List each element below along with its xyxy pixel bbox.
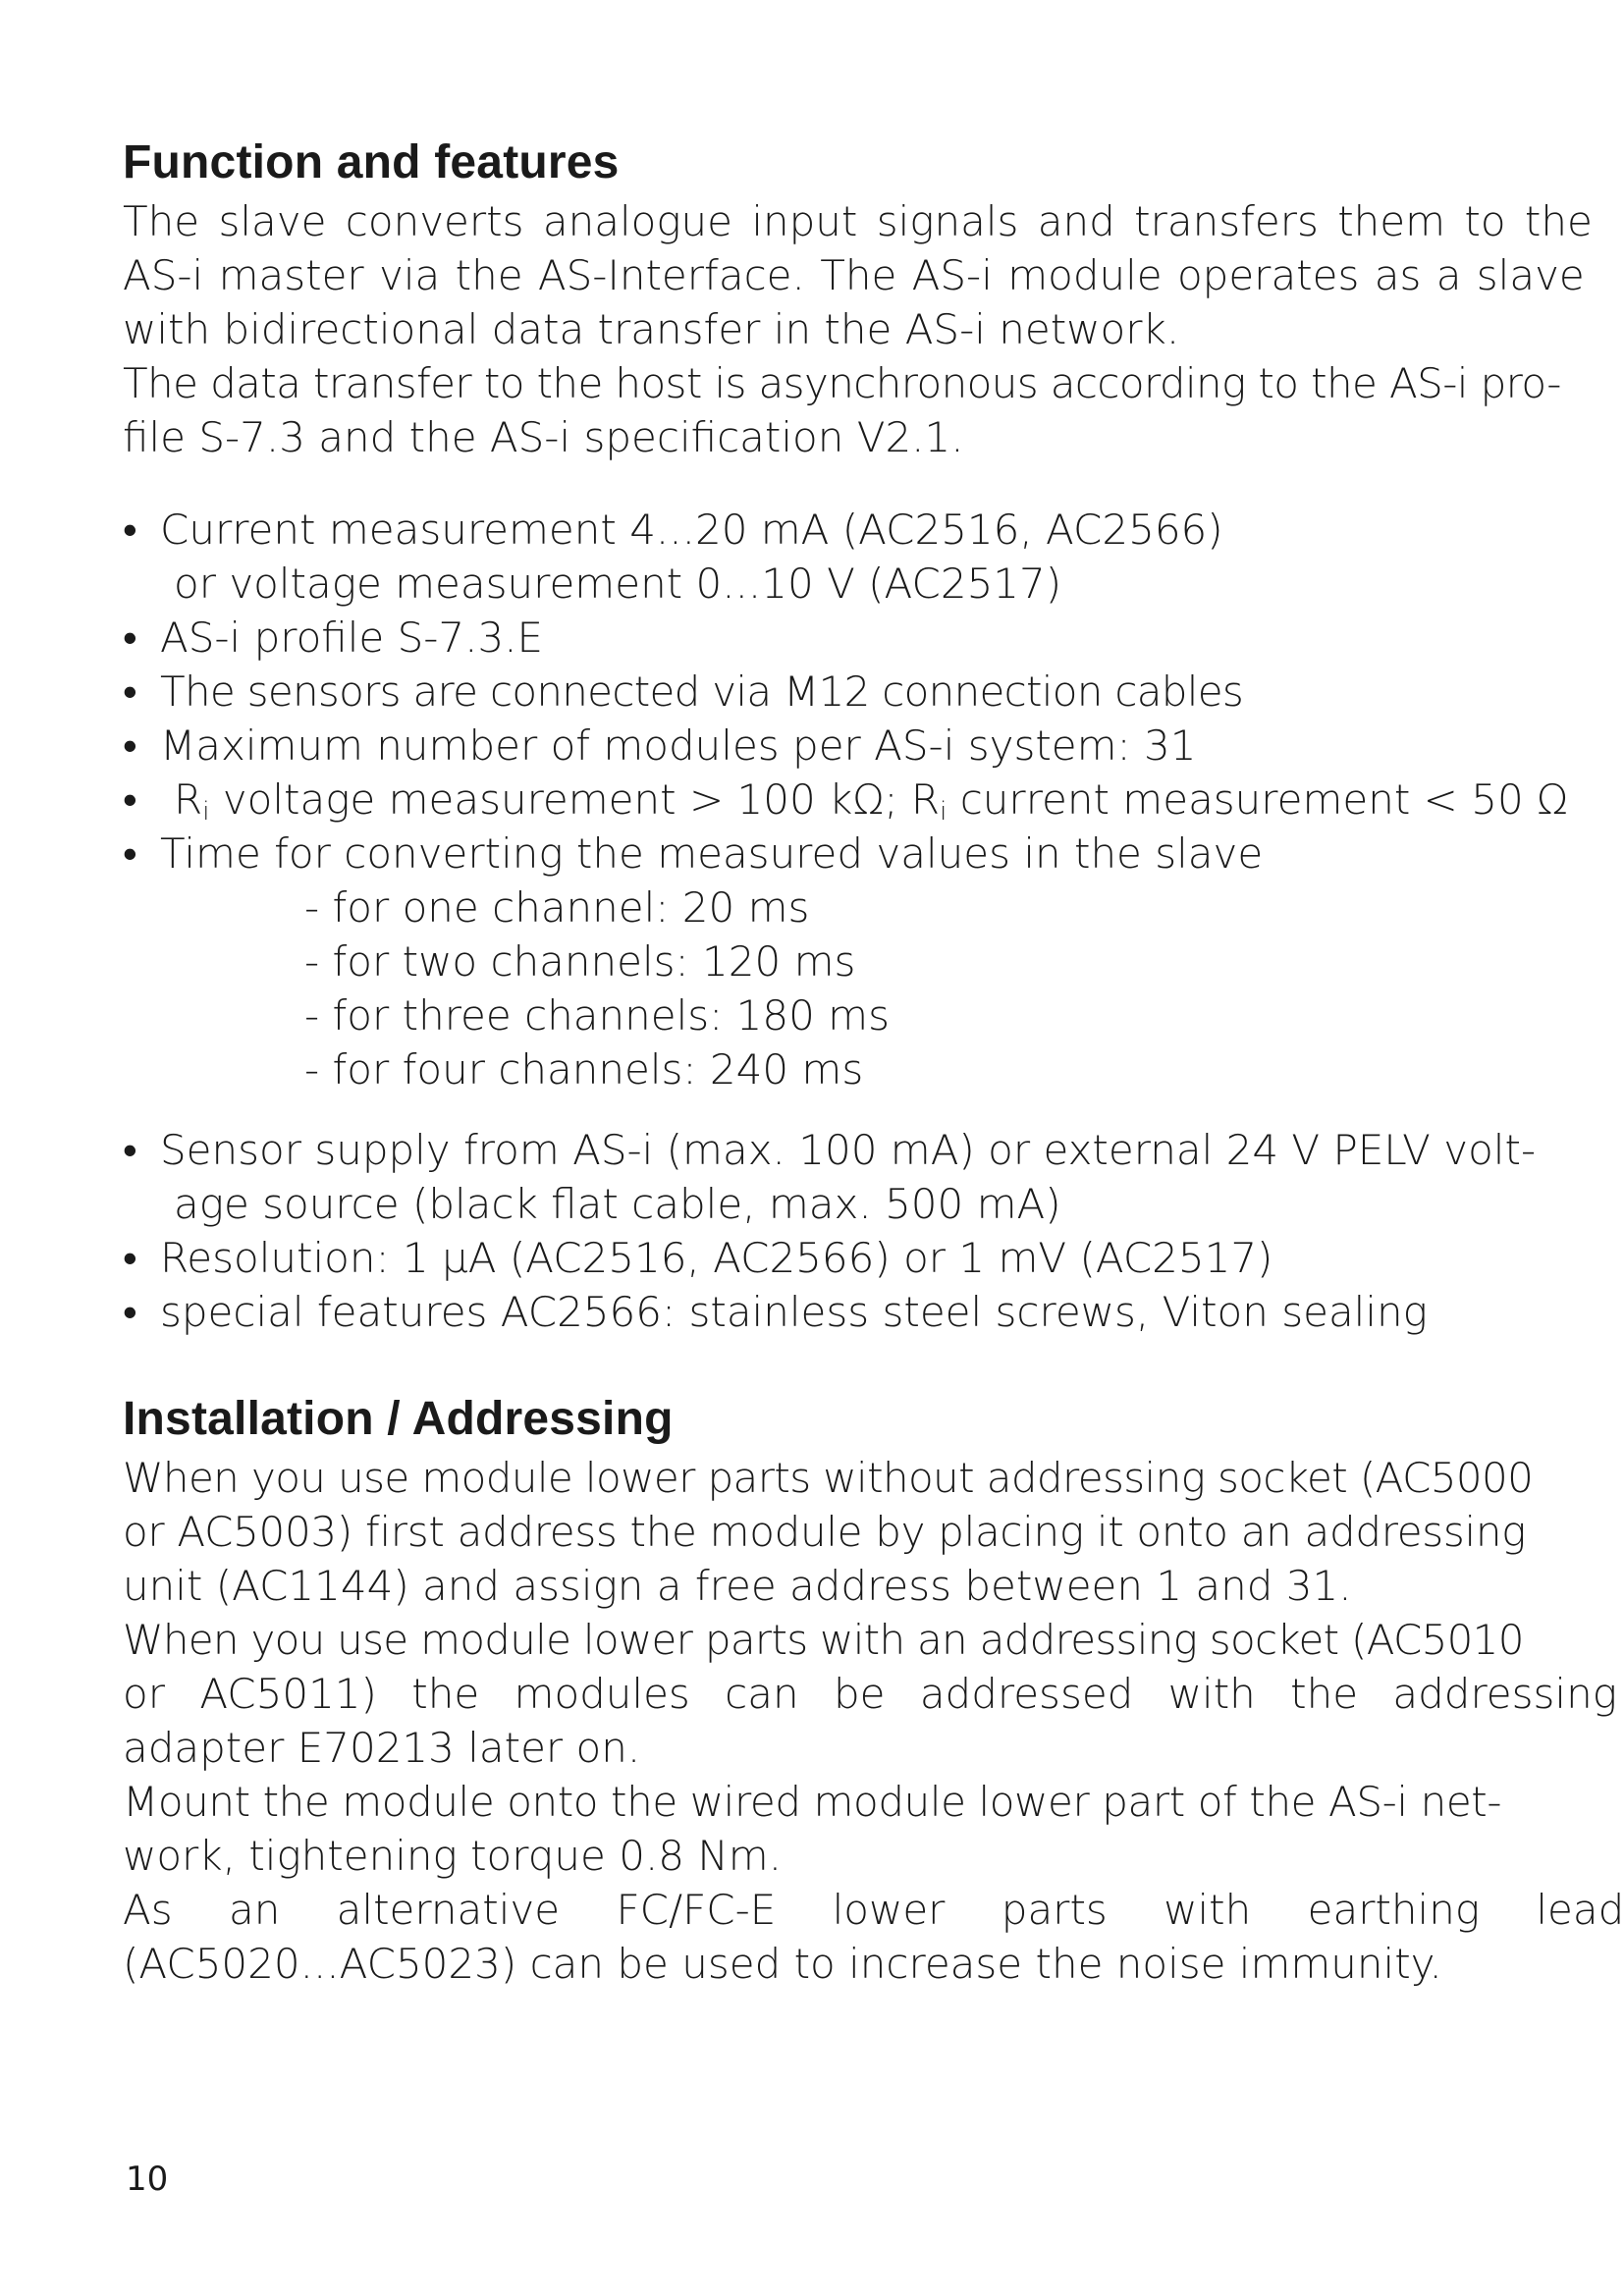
channel-time-item: - for three channels: 180 ms [304, 991, 890, 1040]
text-line: with bidirectional data transfer in the AS-i network. [123, 305, 1180, 353]
bullet-icon: • [123, 667, 137, 716]
bullet-item [123, 719, 1197, 773]
bullet-item [123, 611, 543, 665]
text-line: unit (AC1144) and assign a free address between 1 and 31. [123, 1562, 1352, 1610]
bullet-text: Maximum number of modules per AS-i system: 31 [160, 721, 1197, 770]
bullet-icon: • [123, 506, 137, 554]
paragraph-addressing-1 [123, 1451, 1534, 1613]
channel-time-item: - for four channels: 240 ms [304, 1045, 864, 1094]
text-line: AS-i master via the AS-Interface. The AS-i module operates as a slave [123, 251, 1585, 299]
bullet-icon: • [123, 1288, 137, 1336]
bullet-icon: • [123, 829, 137, 878]
bullet-text: Resolution: 1 µA (AC2516, AC2566) or 1 mV (AC2517) [160, 1234, 1273, 1282]
text-line: file S-7.3 and the AS-i specification V2.1. [123, 413, 964, 461]
bullet-item [123, 827, 1263, 881]
bullet-text: Sensor supply from AS-i (max. 100 mA) or external 24 V PELV volt- [160, 1126, 1537, 1174]
bullet-item [123, 1231, 1272, 1285]
text-line: Mount the module onto the wired module lower part of the AS-i net- [123, 1778, 1502, 1826]
text-subscript: i [202, 797, 210, 827]
bullet-icon: • [123, 1126, 137, 1174]
text-line: (AC5020...AC5023) can be used to increase the noise immunity. [123, 1940, 1442, 1988]
text-line: As an alternative FC/FC-E lower parts with earthing lead [123, 1886, 1624, 1934]
text-line: work, tightening torque 0.8 Nm. [123, 1832, 783, 1880]
bullet-continuation [123, 1177, 1061, 1231]
paragraph-data-transfer [123, 356, 1561, 464]
section-heading-installation: Installation / Addressing [123, 1393, 674, 1445]
text-line: When you use module lower parts without addressing socket (AC5000 [123, 1454, 1534, 1502]
paragraph-intro [123, 194, 1593, 356]
paragraph-addressing-2 [123, 1613, 1617, 1775]
text-line: When you use module lower parts with an addressing socket (AC5010 [123, 1616, 1524, 1664]
text-line: The slave converts analogue input signals and transfers them to the [123, 197, 1593, 245]
bullet-icon: • [123, 614, 137, 662]
bullet-icon: • [123, 721, 137, 770]
bullet-text: Current measurement 4...20 mA (AC2516, AC2566) [160, 506, 1223, 554]
text-line: or AC5003) first address the module by placing it onto an addressing [123, 1508, 1527, 1556]
page-number: 10 [126, 2160, 169, 2199]
bullet-text: The sensors are connected via M12 connection cables [160, 667, 1244, 716]
text-mid: voltage measurement > 100 kΩ; R [209, 775, 941, 824]
text-line: or AC5011) the modules can be addressed with the addressing [123, 1670, 1617, 1718]
text-line: adapter E70213 later on. [123, 1724, 641, 1772]
bullet-text: age source (black flat cable, max. 500 mA) [174, 1180, 1061, 1228]
text-line: The data transfer to the host is asynchronous according to the AS-i pro- [123, 359, 1561, 407]
bullet-text: special features AC2566: stainless steel screws, Viton sealing [160, 1288, 1428, 1336]
text-subscript: i [940, 797, 947, 827]
bullet-item [123, 1285, 1428, 1339]
bullet-icon: • [123, 1234, 137, 1282]
section-heading-function: Function and features [123, 136, 620, 188]
channel-time-item: - for two channels: 120 ms [304, 937, 856, 986]
bullet-icon: • [123, 775, 137, 824]
paragraph-mount [123, 1775, 1517, 1883]
bullet-text: Time for converting the measured values in the slave [160, 829, 1264, 878]
paragraph-alternative [123, 1883, 1624, 1991]
text-tail: current measurement < 50 Ω [947, 775, 1569, 824]
bullet-item [123, 503, 1223, 557]
bullet-text: or voltage measurement 0...10 V (AC2517) [174, 560, 1062, 608]
channel-time-item: - for one channel: 20 ms [304, 883, 810, 932]
bullet-item [123, 665, 1243, 719]
bullet-item [123, 1123, 1536, 1177]
bullet-continuation [123, 557, 1061, 611]
bullet-text: AS-i profile S-7.3.E [160, 614, 544, 662]
text-r: R [174, 775, 203, 824]
